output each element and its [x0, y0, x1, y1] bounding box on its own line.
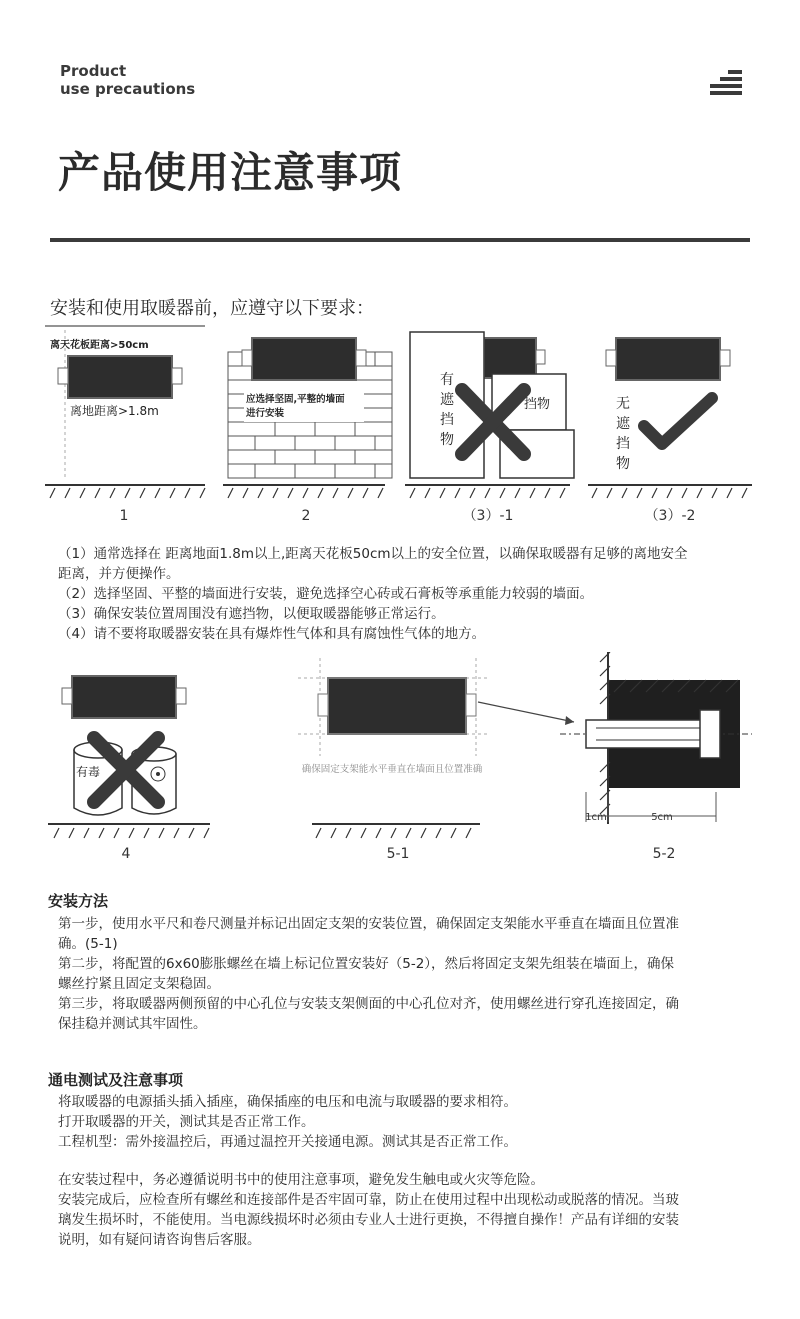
power-line-2: 打开取暖器的开关，测试其是否正常工作。: [58, 1114, 315, 1130]
fig5-1-note: 确保固定支架能水平垂直在墙面且位置准确: [301, 764, 483, 775]
fig2-caption: 2: [301, 508, 311, 524]
fig3-obstruct-char-2: 遮: [440, 392, 454, 408]
figure-toxic: [48, 676, 210, 862]
fig2-label-line1: 应选择坚固,平整的墙面: [246, 394, 345, 405]
power-line-1: 将取暖器的电源插头插入插座，确保插座的电压和电流与取暖器的要求相符。: [58, 1094, 517, 1110]
fig4-char-2: 遮: [616, 416, 630, 432]
fig2-label-line2: 进行安装: [246, 408, 285, 419]
dim-1cm: 1cm: [585, 812, 607, 823]
figure-row-2: [40, 652, 760, 867]
install-line-2: 确。(5-1): [58, 936, 118, 952]
fig5-2-caption: 5-2: [652, 846, 676, 862]
fig5-1-caption: 5-1: [386, 846, 410, 862]
install-line-1: 第一步，使用水平尺和卷尺测量并标记出固定支架的安装位置，确保固定支架能水平垂直在墙面且位置准: [58, 916, 679, 932]
rule-2: （2）选择坚固、平整的墙面进行安装，避免选择空心砖或石膏板等承重能力较弱的墙面。: [58, 586, 594, 602]
install-line-5: 第三步，将取暖器两侧预留的中心孔位与安装支架侧面的中心孔位对齐，使用螺丝进行穿孔连接固定，确: [58, 996, 679, 1012]
rules-block: [58, 544, 758, 644]
power-lines: [58, 1092, 758, 1152]
fig3-caption: （3）-1: [462, 508, 514, 524]
title-divider: [50, 238, 750, 242]
header-english: [60, 62, 195, 98]
intro-text: 安装和使用取暖器前，应遵守以下要求：: [50, 298, 374, 319]
toxic-label: 有毒: [76, 765, 101, 779]
rule-4: （4）请不要将取暖器安装在具有爆炸性气体和具有腐蚀性气体的地方。: [58, 626, 486, 642]
power-line-3: 工程机型：需外接温控后，再通过温控开关接通电源。测试其是否正常工作。: [58, 1134, 517, 1150]
figure-5-1: [298, 658, 574, 862]
dim-5cm: 5cm: [651, 812, 673, 823]
figure-4-clear: [588, 338, 752, 485]
page-title: 产品使用注意事项: [58, 148, 403, 197]
power-note-4: 说明，如有疑问请咨询售后客服。: [58, 1232, 261, 1248]
rule-1-cont: 距离，并方便操作。: [58, 566, 180, 582]
install-line-6: 保挂稳并测试其牢固性。: [58, 1016, 207, 1032]
power-notes: [58, 1170, 758, 1250]
fig3-box-text: 挡物: [524, 397, 551, 412]
fig4-char-4: 物: [616, 456, 630, 472]
fig4-char-3: 挡: [616, 436, 630, 452]
fig3-obstruct-char-3: 挡: [440, 412, 454, 428]
header-en-line2: use precautions: [60, 80, 196, 98]
install-heading: 安装方法: [48, 892, 109, 910]
fig3-obstruct-char-1: 有: [440, 372, 454, 388]
fig4-char-1: 无: [616, 396, 630, 412]
power-note-2: 安装完成后，应检查所有螺丝和连接部件是否牢固可靠，防止在使用过程中出现松动或脱落的情况。当玻: [58, 1192, 679, 1208]
fig3-obstruct-char-4: 物: [440, 432, 454, 448]
power-note-3: 璃发生损坏时，不能使用。当电源线损坏时必须由专业人士进行更换，不得擅自操作！产品有详细的安装: [58, 1212, 679, 1228]
figure-1: [45, 326, 205, 485]
power-heading: 通电测试及注意事项: [48, 1071, 184, 1089]
rule-1: （1）通常选择在 距离地面1.8m以上,距离天花板50cm以上的安全位置，以确保取暖器有足够的离地安全: [58, 546, 688, 562]
header-en-line1: Product: [60, 62, 127, 80]
figure-5-2: [560, 652, 752, 862]
install-line-3: 第二步，将配置的6x60膨胀螺丝在墙上标记位置安装好（5-2），然后将固定支架先组装在墙面上，确保: [58, 956, 675, 972]
figure-row-1: [40, 320, 760, 530]
check-icon: [644, 398, 712, 444]
menu-lines-icon: [710, 70, 742, 96]
rule-3: （3）确保安装位置周围没有遮挡物，以便取暖器能够正常运行。: [58, 606, 445, 622]
install-steps: [58, 914, 758, 1034]
toxic-caption: 4: [121, 846, 131, 862]
fig1-bottom-label: 离地距离>1.8m: [70, 404, 159, 418]
install-line-4: 螺丝拧紧且固定支架稳固。: [58, 976, 220, 992]
fig1-top-label: 离天花板距离>50cm: [50, 340, 149, 351]
figure-3-obstructed: [405, 332, 574, 485]
fig1-caption: 1: [119, 508, 129, 524]
power-note-1: 在安装过程中，务必遵循说明书中的使用注意事项，避免发生触电或火灾等危险。: [58, 1172, 544, 1188]
fig4-caption: （3）-2: [644, 508, 696, 524]
figure-2: [223, 338, 392, 485]
